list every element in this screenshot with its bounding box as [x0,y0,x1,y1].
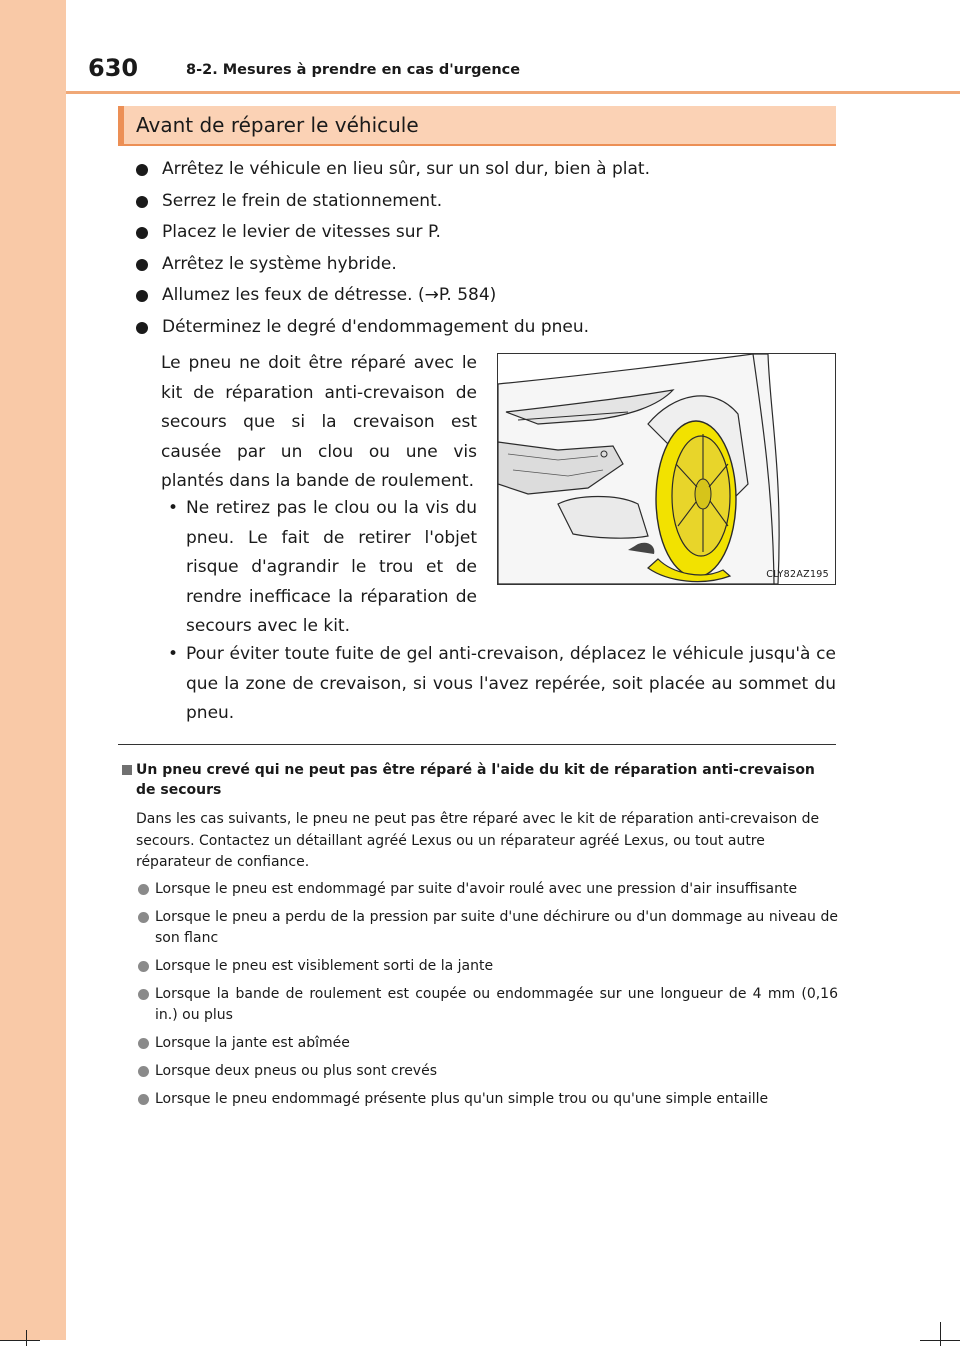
circle-bullet-icon [138,912,149,923]
section-rule [118,144,836,146]
figure-code: CLY82AZ195 [766,569,829,580]
section-accent [118,106,124,144]
circle-bullet-icon [138,1038,149,1049]
step-item: Arrêtez le système hybride. [136,250,836,282]
section-heading-bar [118,106,836,144]
bullet-dot-icon [136,196,148,208]
step-item: Arrêtez le véhicule en lieu sûr, sur un sol dur, bien à plat. [136,155,836,187]
section-title: Avant de réparer le véhicule [136,113,419,137]
page-header [88,52,960,92]
circle-bullet-icon [138,884,149,895]
sub-point [168,640,836,729]
circle-bullet-icon [138,989,149,1000]
chapter-title: 8-2. Mesures à prendre en cas d'urgence [186,62,521,78]
note-item: Lorsque le pneu est visiblement sorti de la jante [138,956,838,977]
circle-bullet-icon [138,961,149,972]
step-item: Allumez les feux de détresse. (→P. 584) [136,281,836,313]
crop-mark [26,1330,27,1346]
circle-bullet-icon [138,1094,149,1105]
section-divider [118,744,836,745]
bullet-dot-icon [136,164,148,176]
sub-point-text: Pour éviter toute fuite de gel anti-crevaison, déplacez le véhicule jusqu'à ce que la zone de crevaison, si vous l'avez repérée, soit placée au sommet du pneu. [186,644,836,723]
bullet-dot-icon [136,322,148,334]
car-front-wheel-drawing [498,354,835,584]
circle-bullet-icon [138,1066,149,1077]
note-list [138,879,838,1117]
sub-bullet-mark: • [168,644,179,664]
note-intro: Dans les cas suivants, le pneu ne peut pas être réparé avec le kit de réparation anti-crevaison de secours. Contactez un détaillant agréé Lexus ou un réparateur agréé Lexus, ou tout autre réparateur de confiance. [136,811,820,870]
crop-mark [940,1322,941,1346]
header-rule [66,91,960,94]
note-item: Lorsque la jante est abîmée [138,1033,838,1054]
crop-mark [0,1340,40,1341]
note-heading-text: Un pneu crevé qui ne peut pas être réparé à l'aide du kit de réparation anti-crevaison de secours [136,762,815,798]
square-bullet-icon [122,765,132,775]
page-number: 630 [88,54,139,82]
step-item: Serrez le frein de stationnement. [136,187,836,219]
note-heading [122,760,838,800]
flat-tire-illustration [497,353,836,585]
bullet-dot-icon [136,227,148,239]
chapter-tab-sidebar [0,0,66,1340]
damage-paragraph: Le pneu ne doit être réparé avec le kit de réparation anti-crevaison de secours que si la crevaison est causée par un clou ou une vis plantés dans la bande de roulement. [161,353,477,491]
note-item: Lorsque le pneu endommagé présente plus qu'un simple trou ou qu'une simple entaille [138,1089,838,1110]
bullet-dot-icon [136,259,148,271]
step-item: Déterminez le degré d'endommagement du pneu. [136,313,836,345]
sub-point [168,494,477,642]
note-item: Lorsque deux pneus ou plus sont crevés [138,1061,838,1082]
note-item: Lorsque le pneu est endommagé par suite d'avoir roulé avec une pression d'air insuffisante [138,879,838,900]
note-item: Lorsque le pneu a perdu de la pression par suite d'une déchirure ou d'un dommage au niveau de son flanc [138,907,838,949]
note-item: Lorsque la bande de roulement est coupée ou endommagée sur une longueur de 4 mm (0,16 in.) ou plus [138,984,838,1026]
sub-bullet-mark: • [168,498,179,518]
bullet-dot-icon [136,290,148,302]
step-list [136,155,836,344]
sub-point-text: Ne retirez pas le clou ou la vis du pneu. Le fait de retirer l'objet risque d'agrandir le trou et de rendre inefficace la réparation de secours avec le kit. [186,498,477,636]
step-item: Placez le levier de vitesses sur P. [136,218,836,250]
